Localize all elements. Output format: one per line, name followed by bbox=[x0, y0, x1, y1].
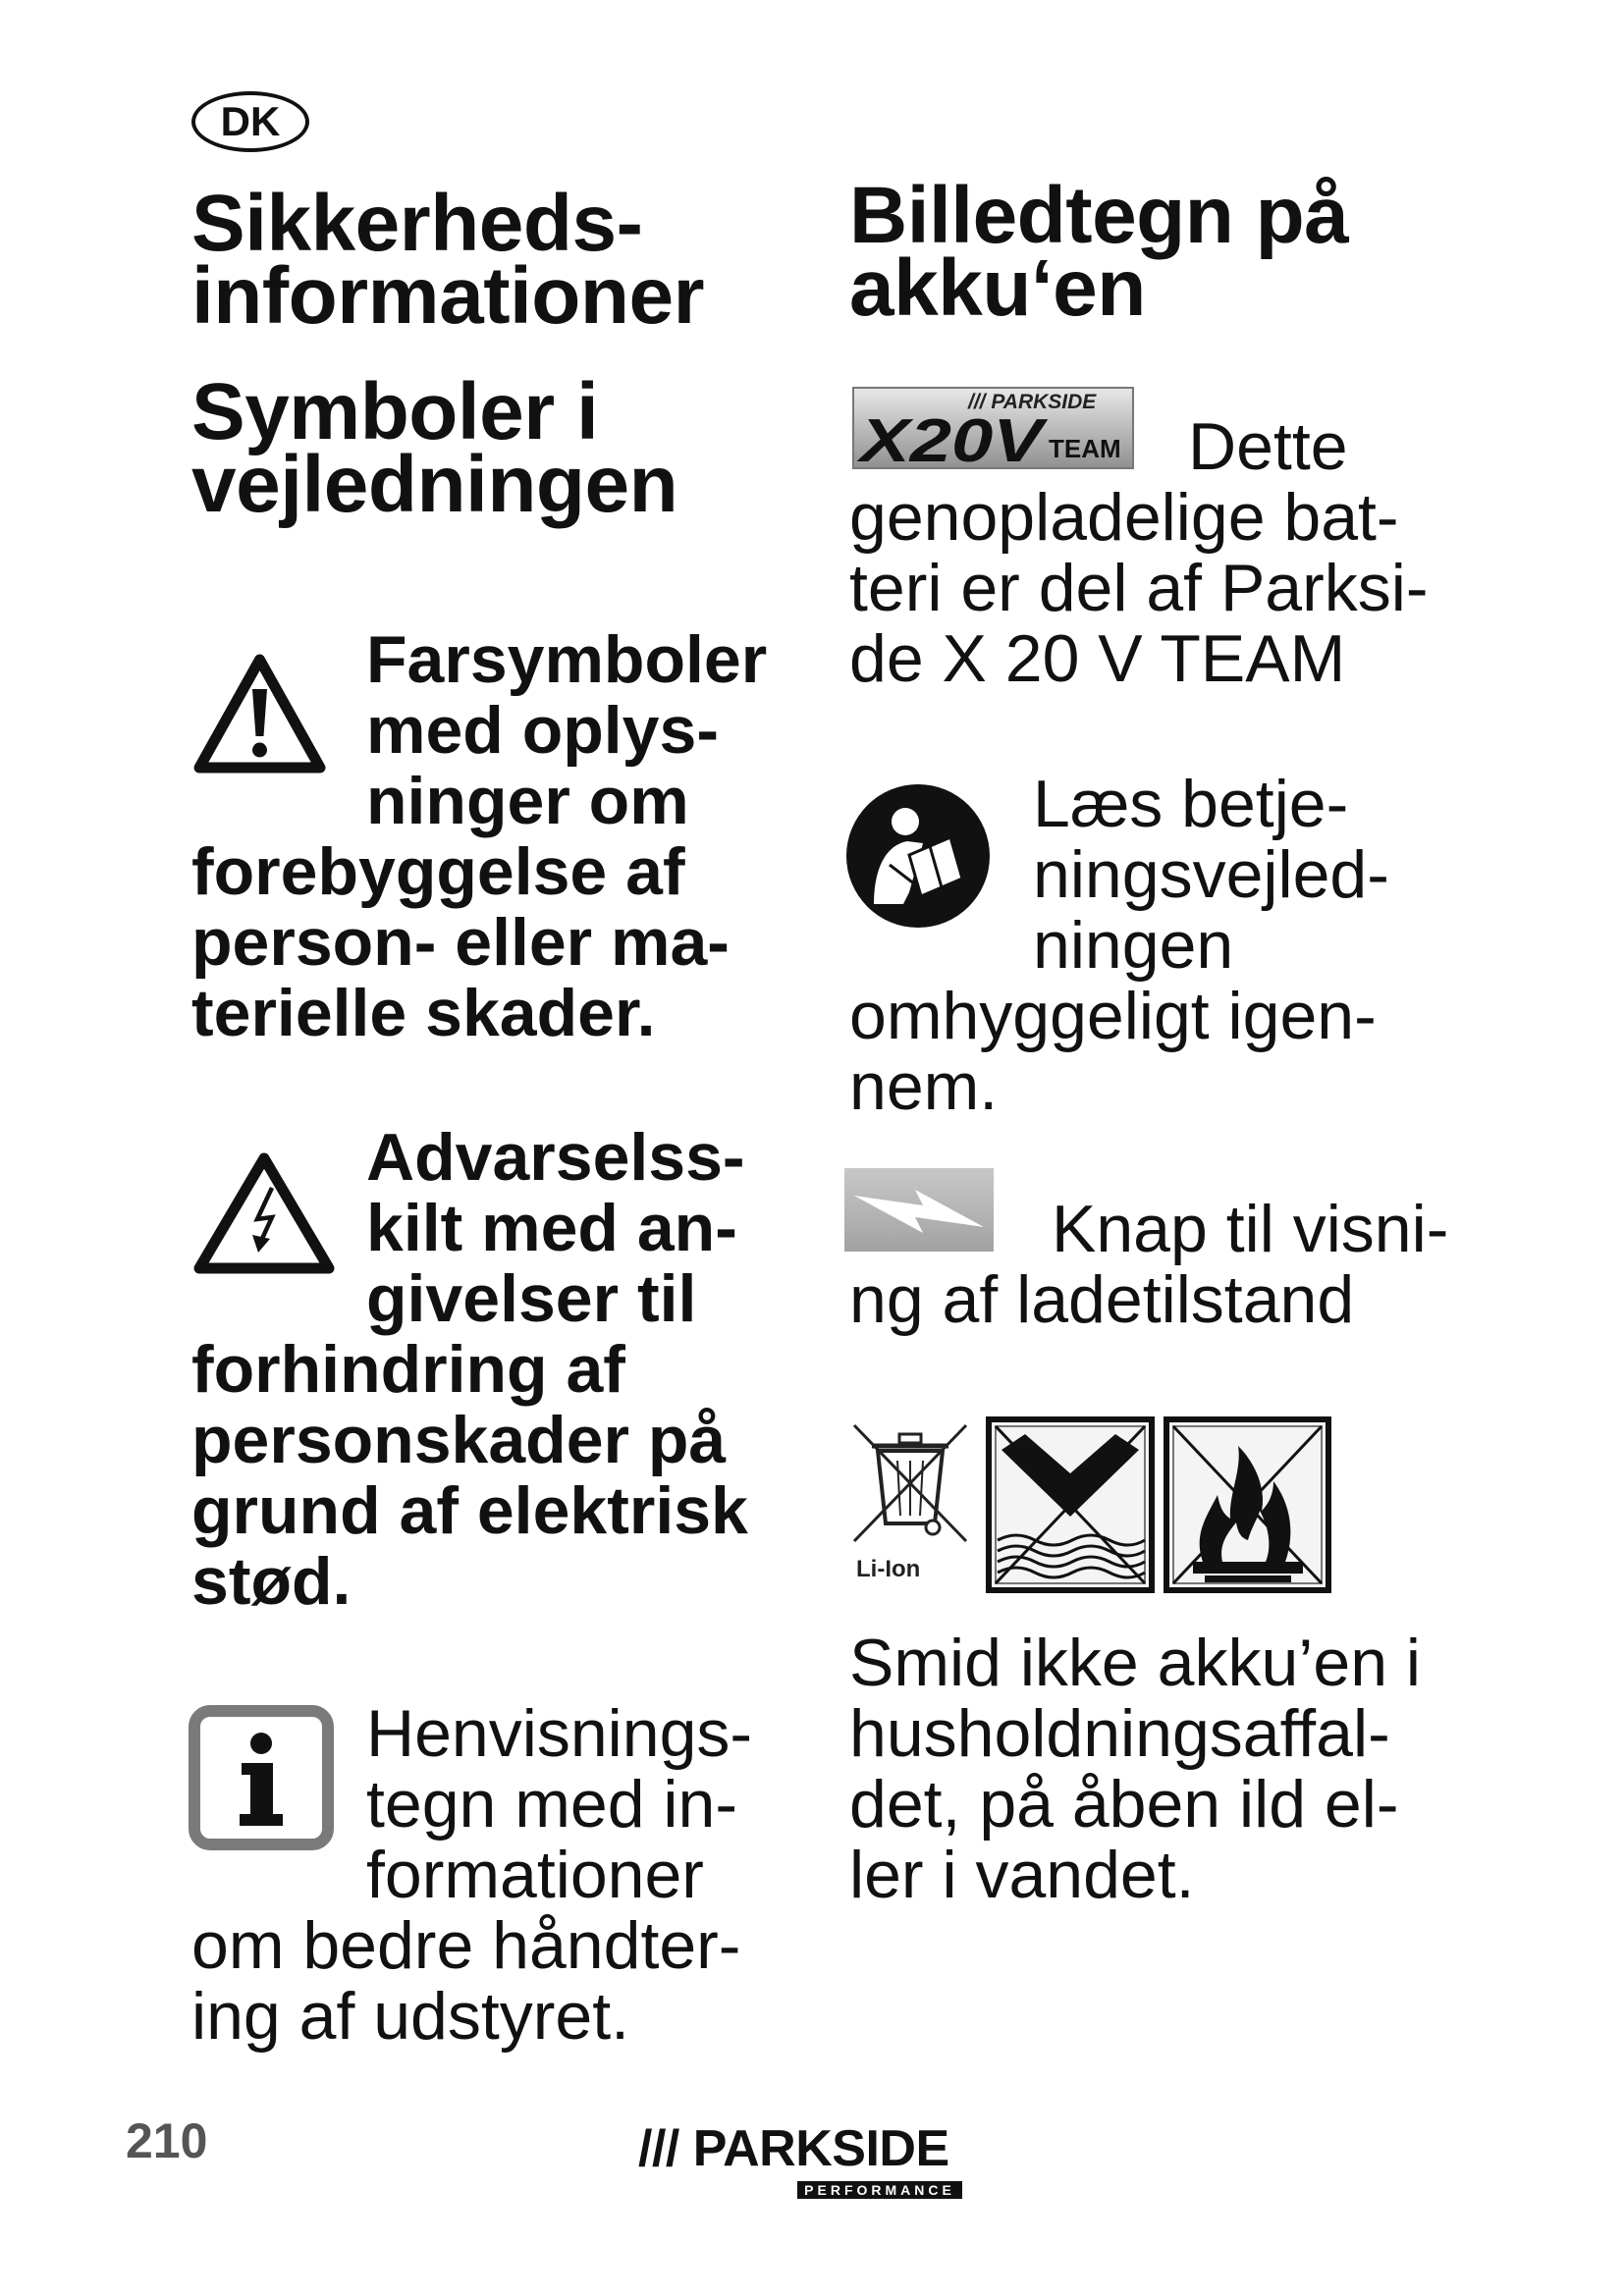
electric-text-line: forhindring af bbox=[191, 1332, 625, 1407]
heading-line: informationer bbox=[191, 251, 704, 341]
electric-text-line: grund af elektrisk bbox=[191, 1473, 748, 1548]
no-water-icon bbox=[986, 1416, 1155, 1593]
danger-text-line: forebyggelse af bbox=[191, 834, 685, 909]
heading-line: vejledningen bbox=[191, 440, 678, 529]
parkside-logo: /// PARKSIDE bbox=[638, 2120, 949, 2177]
language-badge: DK bbox=[191, 91, 309, 152]
info-text-line: Henvisnings- bbox=[366, 1696, 753, 1771]
manual-description bbox=[849, 769, 1389, 1122]
crossed-out-bin-icon bbox=[846, 1421, 974, 1586]
electric-text-line: kilt med an- bbox=[366, 1191, 737, 1265]
disposal-text-line: Smid ikke akku’en i bbox=[849, 1626, 1422, 1700]
battery-text-line: Dette bbox=[1188, 409, 1348, 484]
battery-text-line: genopladelige bat- bbox=[849, 480, 1399, 555]
manual-text-line: nem. bbox=[849, 1049, 999, 1124]
heading-battery-symbols bbox=[849, 171, 1349, 333]
charge-text-line: ng af ladetilstand bbox=[849, 1262, 1355, 1337]
disposal-text-line: det, på åben ild el- bbox=[849, 1767, 1399, 1842]
danger-text-line: Farsymboler bbox=[366, 622, 768, 697]
charge-button-description bbox=[849, 1194, 1448, 1335]
danger-text-line: terielle skader. bbox=[191, 976, 656, 1050]
electric-text-line: personskader på bbox=[191, 1403, 727, 1477]
disposal-description bbox=[849, 1628, 1421, 1910]
logo-brand-text: /// PARKSIDE bbox=[968, 391, 1097, 413]
logo-series-text: X20V bbox=[856, 407, 1049, 469]
electric-text-line: givelser til bbox=[366, 1261, 697, 1336]
disposal-text-line: ler i vandet. bbox=[849, 1838, 1195, 1912]
disposal-text-line: husholdningsaffal- bbox=[849, 1696, 1390, 1771]
info-text-line: tegn med in- bbox=[366, 1767, 737, 1842]
danger-symbol-description bbox=[191, 624, 767, 1048]
battery-description bbox=[849, 411, 1429, 694]
info-text-line: formationer bbox=[366, 1838, 704, 1912]
electric-warning-description bbox=[191, 1122, 748, 1617]
bin-label-text: Li-Ion bbox=[856, 1556, 921, 1582]
manual-text-line: ningsvejled- bbox=[1033, 837, 1389, 912]
info-text-line: ing af udstyret. bbox=[191, 1979, 630, 2054]
no-fire-icon bbox=[1164, 1416, 1331, 1593]
info-text-line: om bedre håndter- bbox=[191, 1908, 741, 1983]
charge-text-line: Knap til visni- bbox=[1052, 1192, 1449, 1266]
electric-text-line: stød. bbox=[191, 1544, 352, 1619]
danger-text-line: med oplys- bbox=[366, 693, 719, 768]
danger-text-line: person- eller ma- bbox=[191, 905, 730, 980]
heading-symbols-in-manual bbox=[191, 367, 678, 529]
page-number: 210 bbox=[126, 2113, 208, 2168]
manual-text-line: Læs betje- bbox=[1033, 767, 1349, 841]
heading-line: Billedtegn på bbox=[849, 171, 1349, 260]
logo-team-text: TEAM bbox=[1049, 434, 1121, 463]
info-symbol-description bbox=[191, 1698, 752, 2052]
heading-safety-information bbox=[191, 179, 704, 341]
heading-line: Sikkerheds- bbox=[191, 179, 643, 268]
battery-text-line: teri er del af Parksi- bbox=[849, 551, 1429, 625]
heading-line: akku‘en bbox=[849, 243, 1146, 333]
performance-logo: PERFORMANCE bbox=[797, 2181, 962, 2199]
heading-line: Symboler i bbox=[191, 367, 599, 456]
manual-text-line: ningen bbox=[1033, 908, 1234, 983]
manual-text-line: omhyggeligt igen- bbox=[849, 979, 1377, 1053]
electric-text-line: Advarselss- bbox=[366, 1120, 745, 1195]
battery-text-line: de X 20 V TEAM bbox=[849, 621, 1346, 696]
danger-text-line: ninger om bbox=[366, 764, 689, 838]
